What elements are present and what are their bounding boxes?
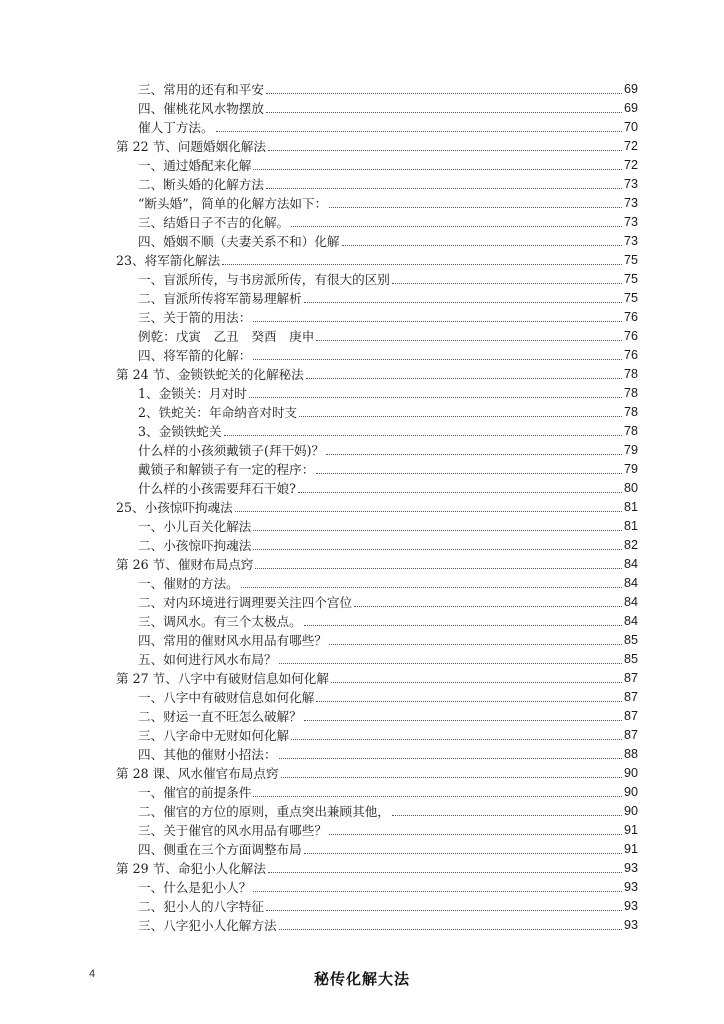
toc-entry-title: 四、侧重在三个方面调整布局 <box>138 842 302 857</box>
toc-entry[interactable] <box>116 230 638 249</box>
toc-entry-title: 一、八字中有破财信息如何化解 <box>138 690 315 705</box>
toc-entry-page: 93 <box>623 918 638 932</box>
toc-entry[interactable] <box>116 686 638 705</box>
toc-entry-title: 什么样的小孩需要拜石干娘? <box>138 481 296 496</box>
toc-entry-page: 78 <box>623 424 638 438</box>
toc-leader-dots <box>279 929 622 930</box>
toc-entry[interactable] <box>116 496 638 515</box>
toc-entry[interactable] <box>116 363 638 382</box>
toc-entry-title: 第 27 节、八字中有破财信息如何化解 <box>116 671 329 686</box>
toc-entry[interactable] <box>116 610 638 629</box>
toc-entry[interactable] <box>116 401 638 420</box>
toc-leader-dots <box>249 397 622 398</box>
toc-leader-dots <box>316 473 622 474</box>
toc-leader-dots <box>241 587 622 588</box>
toc-leader-dots <box>316 701 622 702</box>
toc-entry-title: 2、铁蛇关：年命纳音对时支 <box>138 405 298 420</box>
toc-entry-title: 三、常用的还有和平安 <box>138 82 264 97</box>
toc-leader-dots <box>253 891 622 892</box>
toc-entry[interactable] <box>116 838 638 857</box>
toc-leader-dots <box>342 245 622 246</box>
toc-leader-dots <box>392 815 622 816</box>
toc-entry-page: 79 <box>623 443 638 457</box>
toc-entry[interactable] <box>116 135 638 154</box>
toc-entry-page: 78 <box>623 367 638 381</box>
toc-entry[interactable] <box>116 857 638 876</box>
toc-entry-title: 三、结婚日子不吉的化解。 <box>138 215 290 230</box>
toc-entry[interactable] <box>116 458 638 477</box>
toc-entry-page: 76 <box>623 310 638 324</box>
toc-entry-page: 91 <box>623 842 638 856</box>
toc-entry[interactable] <box>116 667 638 686</box>
toc-leader-dots <box>304 625 622 626</box>
toc-entry[interactable] <box>116 154 638 173</box>
toc-entry[interactable] <box>116 97 638 116</box>
toc-entry[interactable] <box>116 287 638 306</box>
toc-entry-page: 78 <box>623 405 638 419</box>
toc-entry[interactable] <box>116 344 638 363</box>
toc-entry-title: 二、对内环境进行调理要关注四个宫位 <box>138 595 353 610</box>
toc-entry[interactable] <box>116 724 638 743</box>
toc-entry[interactable] <box>116 382 638 401</box>
toc-entry[interactable] <box>116 116 638 135</box>
toc-leader-dots <box>329 834 622 835</box>
toc-leader-dots <box>253 359 622 360</box>
toc-leader-dots <box>255 568 622 569</box>
toc-leader-dots <box>298 492 622 493</box>
toc-entry-page: 87 <box>623 690 638 704</box>
toc-entry-title: “断头婚”，简单的化解方法如下： <box>138 196 328 211</box>
toc-entry-title: 第 29 节、命犯小人化解法 <box>116 861 266 876</box>
toc-entry-title: 二、小孩惊吓拘魂法 <box>138 538 252 553</box>
toc-leader-dots <box>266 910 622 911</box>
toc-leader-dots <box>316 340 622 341</box>
toc-entry-page: 90 <box>623 804 638 818</box>
toc-leader-dots <box>253 549 622 550</box>
toc-entry-page: 78 <box>623 386 638 400</box>
page-number: 4 <box>89 968 96 980</box>
toc-leader-dots <box>304 720 622 721</box>
toc-entry-title: 25、小孩惊吓拘魂法 <box>116 500 233 515</box>
toc-entry-page: 73 <box>623 234 638 248</box>
toc-entry-title: 第 22 节、问题婚姻化解法 <box>116 139 266 154</box>
toc-entry-page: 93 <box>623 899 638 913</box>
toc-leader-dots <box>331 682 622 683</box>
toc-leader-dots <box>266 188 622 189</box>
toc-entry[interactable] <box>116 629 638 648</box>
toc-entry[interactable] <box>116 439 638 458</box>
toc-entry-title: 三、调风水。有三个太极点。 <box>138 614 302 629</box>
toc-entry[interactable] <box>116 306 638 325</box>
toc-entry-title: 一、什么是犯小人？ <box>138 880 252 895</box>
toc-entry-page: 93 <box>623 880 638 894</box>
toc-entry-title: 第 28 课、风水催官布局点窍 <box>116 766 279 781</box>
toc-entry-page: 73 <box>623 215 638 229</box>
toc-leader-dots <box>268 872 622 873</box>
toc-entry[interactable] <box>116 534 638 553</box>
table-of-contents <box>116 78 638 933</box>
toc-entry-page: 87 <box>623 728 638 742</box>
toc-leader-dots <box>354 606 622 607</box>
toc-entry-page: 70 <box>623 120 638 134</box>
toc-entry[interactable] <box>116 648 638 667</box>
toc-entry-title: 第 24 节、金锁铁蛇关的化解秘法 <box>116 367 304 382</box>
toc-entry-page: 81 <box>623 519 638 533</box>
toc-entry[interactable] <box>116 553 638 572</box>
toc-leader-dots <box>266 112 622 113</box>
toc-entry[interactable] <box>116 914 638 933</box>
toc-leader-dots <box>291 226 622 227</box>
toc-entry-page: 84 <box>623 557 638 571</box>
toc-entry-page: 90 <box>623 766 638 780</box>
toc-leader-dots <box>291 739 622 740</box>
toc-entry[interactable] <box>116 78 638 97</box>
toc-entry-page: 80 <box>623 481 638 495</box>
toc-entry-title: 二、财运一直不旺怎么破解？ <box>138 709 302 724</box>
toc-entry-title: 四、将军箭的化解： <box>138 348 252 363</box>
toc-entry-title: 二、盲派所传将军箭易理解析 <box>138 291 302 306</box>
toc-entry-title: 五、如何进行风水布局？ <box>138 652 277 667</box>
toc-entry[interactable] <box>116 591 638 610</box>
toc-entry-page: 84 <box>623 595 638 609</box>
toc-entry[interactable] <box>116 876 638 895</box>
toc-leader-dots <box>279 758 622 759</box>
toc-entry-page: 85 <box>623 652 638 666</box>
toc-entry-page: 87 <box>623 671 638 685</box>
toc-entry-title: 四、婚姻不顺（夫妻关系不和）化解 <box>138 234 340 249</box>
toc-entry-title: 三、八字命中无财如何化解 <box>138 728 290 743</box>
toc-entry-page: 76 <box>623 329 638 343</box>
toc-entry-page: 76 <box>623 348 638 362</box>
toc-entry-page: 87 <box>623 709 638 723</box>
toc-entry-page: 90 <box>623 785 638 799</box>
toc-leader-dots <box>329 644 622 645</box>
toc-entry-title: 三、关于箭的用法： <box>138 310 252 325</box>
toc-entry-title: 二、催官的方位的原则，重点突出兼顾其他， <box>138 804 390 819</box>
toc-leader-dots <box>266 93 622 94</box>
toc-entry[interactable] <box>116 515 638 534</box>
toc-leader-dots <box>279 663 622 664</box>
toc-leader-dots <box>392 283 622 284</box>
toc-leader-dots <box>253 796 622 797</box>
toc-entry-page: 93 <box>623 861 638 875</box>
toc-entry-title: 二、犯小人的八字特征 <box>138 899 264 914</box>
toc-entry-title: 一、通过婚配来化解 <box>138 158 252 173</box>
toc-entry-title: 二、断头婚的化解方法 <box>138 177 264 192</box>
toc-entry-page: 91 <box>623 823 638 837</box>
toc-entry[interactable] <box>116 249 638 268</box>
toc-leader-dots <box>304 302 622 303</box>
toc-entry-title: 三、八字犯小人化解方法 <box>138 918 277 933</box>
toc-entry-page: 88 <box>623 747 638 761</box>
toc-entry[interactable] <box>116 173 638 192</box>
toc-entry[interactable] <box>116 819 638 838</box>
toc-entry-title: 23、将军箭化解法 <box>116 253 221 268</box>
toc-entry[interactable] <box>116 743 638 762</box>
toc-entry-page: 75 <box>623 272 638 286</box>
toc-entry-page: 81 <box>623 500 638 514</box>
toc-entry[interactable] <box>116 325 638 344</box>
toc-entry-page: 75 <box>623 291 638 305</box>
toc-entry-page: 73 <box>623 196 638 210</box>
toc-entry-title: 1、金锁关：月对时 <box>138 386 247 401</box>
toc-entry-title: 四、催桃花风水物摆放 <box>138 101 264 116</box>
toc-entry-title: 一、小儿百关化解法 <box>138 519 252 534</box>
toc-entry-page: 69 <box>623 101 638 115</box>
toc-entry-title: 一、盲派所传，与书房派所传，有很大的区别 <box>138 272 390 287</box>
toc-entry-title: 一、催财的方法。 <box>138 576 239 591</box>
book-title: 秘传化解大法 <box>313 970 410 988</box>
toc-entry-title: 戴锁子和解锁子有一定的程序： <box>138 462 315 477</box>
toc-entry-page: 75 <box>623 253 638 267</box>
toc-entry-page: 73 <box>623 177 638 191</box>
toc-leader-dots <box>326 454 622 455</box>
toc-leader-dots <box>253 530 622 531</box>
toc-entry-page: 79 <box>623 462 638 476</box>
toc-leader-dots <box>253 169 622 170</box>
toc-leader-dots <box>306 378 622 379</box>
toc-entry-title: 3、金锁铁蛇关 <box>138 424 222 439</box>
toc-leader-dots <box>222 264 622 265</box>
toc-entry-page: 69 <box>623 82 638 96</box>
toc-leader-dots <box>268 150 622 151</box>
toc-entry-title: 什么样的小孩须戴锁子(拜干妈)？ <box>138 443 325 458</box>
toc-leader-dots <box>235 511 622 512</box>
toc-leader-dots <box>253 321 622 322</box>
toc-entry-page: 72 <box>623 139 638 153</box>
toc-entry-title: 催人丁方法。 <box>138 120 214 135</box>
toc-entry-page: 85 <box>623 633 638 647</box>
toc-entry-title: 三、关于催官的风水用品有哪些？ <box>138 823 327 838</box>
toc-entry[interactable] <box>116 762 638 781</box>
toc-entry-title: 四、常用的催财风水用品有哪些？ <box>138 633 327 648</box>
toc-entry-page: 72 <box>623 158 638 172</box>
toc-entry-title: 例乾：戊寅 乙丑 癸酉 庚申 <box>138 329 315 344</box>
toc-entry-title: 第 26 节、催财布局点窍 <box>116 557 254 572</box>
toc-leader-dots <box>299 416 622 417</box>
toc-leader-dots <box>281 777 622 778</box>
toc-entry[interactable] <box>116 192 638 211</box>
toc-entry-page: 84 <box>623 576 638 590</box>
toc-entry[interactable] <box>116 895 638 914</box>
toc-entry[interactable] <box>116 705 638 724</box>
toc-leader-dots <box>329 207 622 208</box>
toc-entry[interactable] <box>116 211 638 230</box>
toc-entry[interactable] <box>116 572 638 591</box>
toc-leader-dots <box>304 853 622 854</box>
toc-entry[interactable] <box>116 800 638 819</box>
toc-leader-dots <box>216 131 622 132</box>
toc-entry[interactable] <box>116 420 638 439</box>
toc-entry[interactable] <box>116 477 638 496</box>
toc-entry-title: 四、其他的催财小招法： <box>138 747 277 762</box>
toc-entry[interactable] <box>116 268 638 287</box>
toc-entry-page: 82 <box>623 538 638 552</box>
toc-entry-page: 84 <box>623 614 638 628</box>
toc-leader-dots <box>224 435 622 436</box>
toc-entry[interactable] <box>116 781 638 800</box>
toc-entry-title: 一、催官的前提条件 <box>138 785 252 800</box>
